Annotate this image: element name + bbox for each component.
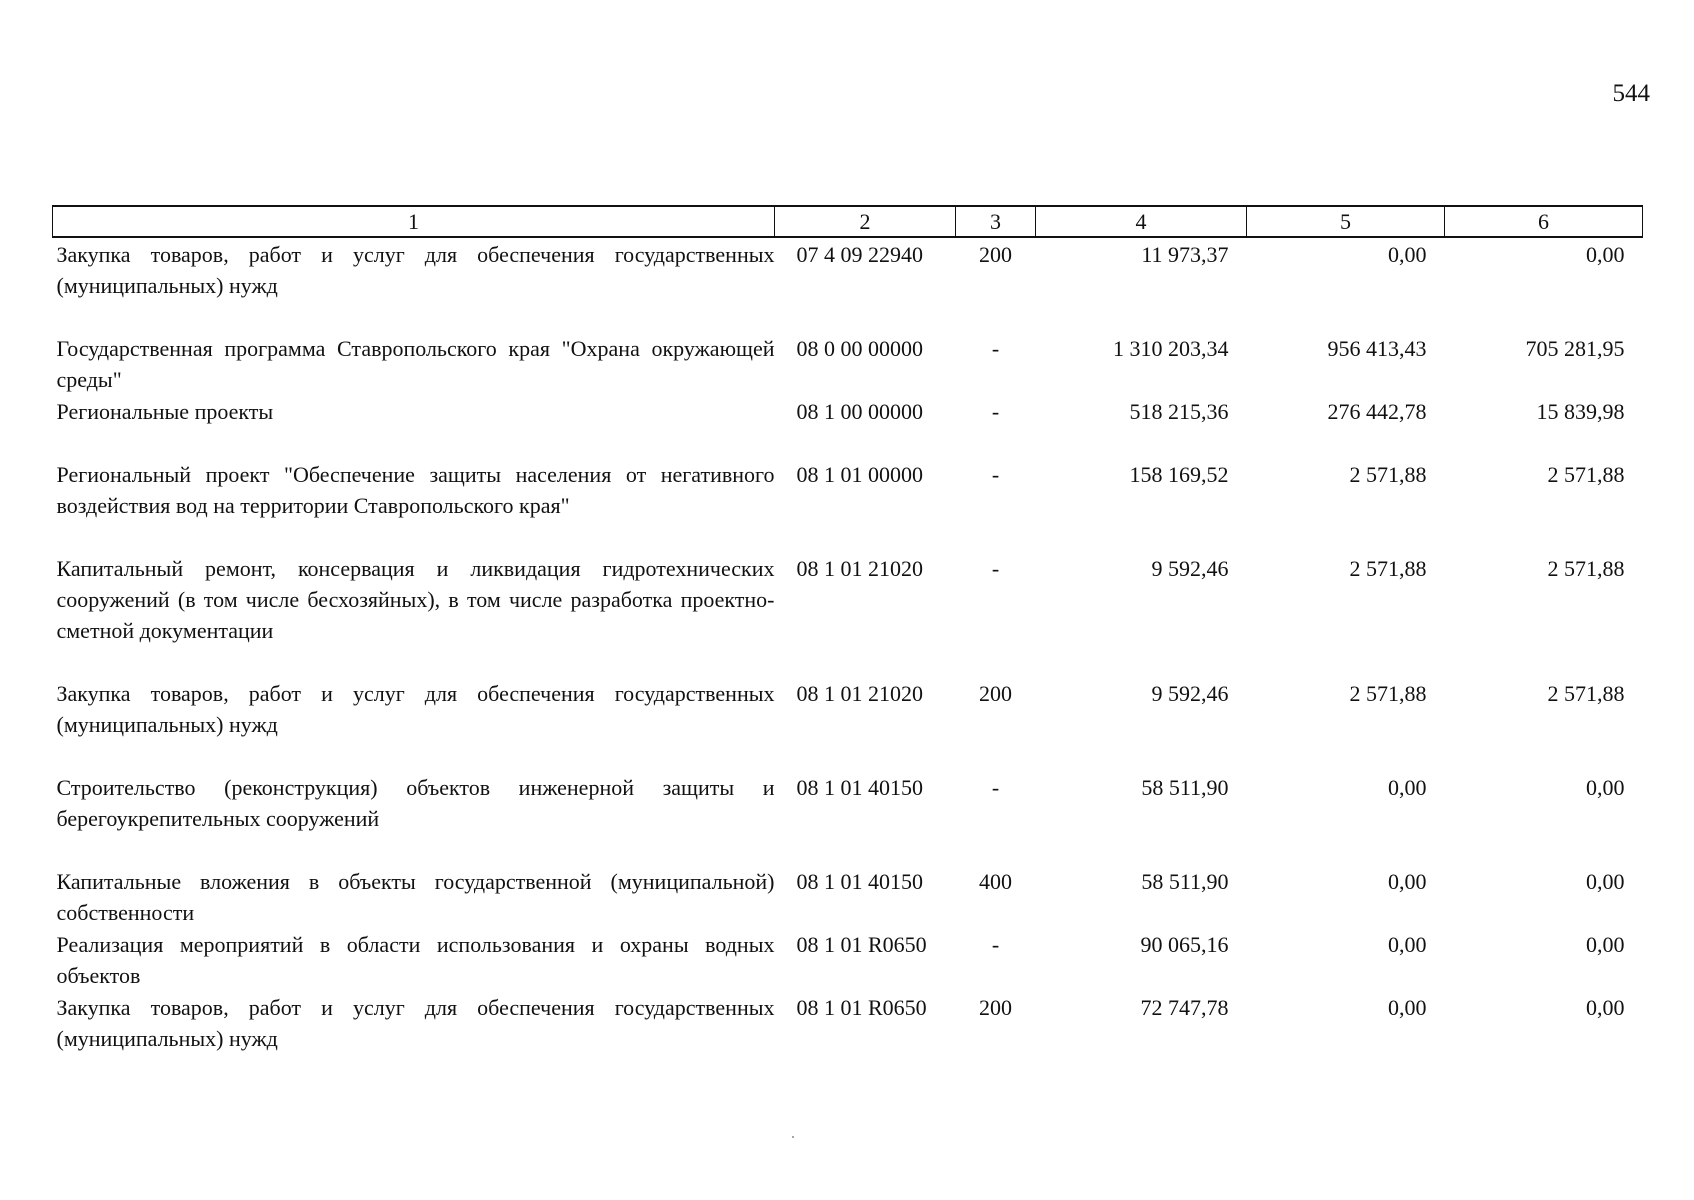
column-header-2: 2 (775, 206, 956, 237)
amount-col6-cell: 0,00 (1586, 775, 1625, 800)
expense-type-cell: 200 (979, 995, 1012, 1020)
budget-code-cell: 08 1 01 R0650 (796, 932, 927, 957)
amount-col6-cell: 0,00 (1586, 932, 1625, 957)
budget-code-cell: 08 1 01 R0650 (796, 995, 927, 1020)
amount-col5-cell: 0,00 (1388, 995, 1427, 1020)
amount-col5-cell: 276 442,78 (1327, 399, 1427, 424)
budget-code-cell: 08 0 00 00000 (796, 336, 923, 361)
expense-type-cell: - (991, 932, 1000, 957)
table-row (53, 865, 1643, 928)
scan-speck (792, 1136, 794, 1138)
table-row (53, 928, 1643, 991)
amount-col4-cell: 58 511,90 (1141, 775, 1229, 800)
amount-col6-cell: 0,00 (1586, 242, 1625, 267)
amount-col5-cell: 956 413,43 (1327, 336, 1427, 361)
amount-col4-cell: 158 169,52 (1129, 462, 1229, 487)
amount-col4-cell: 518 215,36 (1129, 399, 1229, 424)
budget-table (52, 205, 1643, 1054)
item-name-cell: Закупка товаров, работ и услуг для обеспечения государственных (муниципальных) нужд (56, 681, 775, 737)
budget-code-cell: 08 1 01 40150 (796, 775, 923, 800)
table-row (53, 237, 1643, 332)
amount-col4-cell: 9 592,46 (1151, 556, 1229, 581)
amount-col6-cell: 0,00 (1586, 869, 1625, 894)
amount-col4-cell: 58 511,90 (1141, 869, 1229, 894)
amount-col6-cell: 2 571,88 (1547, 556, 1625, 581)
item-name-cell: Строительство (реконструкция) объектов инженерной защиты и берегоукрепительных сооружений (56, 775, 775, 831)
item-name-cell: Региональные проекты (56, 399, 274, 424)
amount-col5-cell: 0,00 (1388, 242, 1427, 267)
amount-col4-cell: 72 747,78 (1140, 995, 1229, 1020)
amount-col5-cell: 2 571,88 (1349, 462, 1427, 487)
amount-col6-cell: 0,00 (1586, 995, 1625, 1020)
expense-type-cell: - (991, 556, 1000, 581)
column-header-4: 4 (1036, 206, 1247, 237)
item-name-cell: Закупка товаров, работ и услуг для обеспечения государственных (муниципальных) нужд (56, 995, 775, 1051)
budget-code-cell: 08 1 01 00000 (796, 462, 923, 487)
table-row (53, 552, 1643, 677)
amount-col5-cell: 0,00 (1388, 775, 1427, 800)
table-row (53, 771, 1643, 865)
item-name-cell: Региональный проект "Обеспечение защиты населения от негативного воздействия вод на территории Ставропольского края" (56, 462, 775, 518)
budget-code-cell: 08 1 01 21020 (796, 681, 923, 706)
expense-type-cell: - (991, 399, 1000, 424)
table-body (53, 237, 1643, 1054)
expense-type-cell: 200 (979, 681, 1012, 706)
column-header-6: 6 (1445, 206, 1643, 237)
amount-col4-cell: 90 065,16 (1140, 932, 1229, 957)
expense-type-cell: 400 (979, 869, 1012, 894)
amount-col4-cell: 1 310 203,34 (1113, 336, 1229, 361)
item-name-cell: Капитальные вложения в объекты государственной (муниципальной) собственности (56, 869, 775, 925)
amount-col5-cell: 0,00 (1388, 932, 1427, 957)
amount-col4-cell: 9 592,46 (1151, 681, 1229, 706)
item-name-cell: Капитальный ремонт, консервация и ликвидация гидротехнических сооружений (в том числе бесхозяйных), в том числе разработка проектно-сметной документации (56, 556, 775, 643)
budget-code-cell: 08 1 01 40150 (796, 869, 923, 894)
column-header-5: 5 (1247, 206, 1445, 237)
expense-type-cell: - (991, 462, 1000, 487)
expense-type-cell: 200 (979, 242, 1012, 267)
budget-code-cell: 08 1 01 21020 (796, 556, 923, 581)
header-row (53, 206, 1643, 237)
amount-col5-cell: 0,00 (1388, 869, 1427, 894)
item-name-cell: Реализация мероприятий в области использования и охраны водных объектов (56, 932, 775, 988)
budget-code-cell: 08 1 00 00000 (796, 399, 923, 424)
amount-col6-cell: 2 571,88 (1547, 462, 1625, 487)
amount-col4-cell: 11 973,37 (1141, 242, 1229, 267)
amount-col5-cell: 2 571,88 (1349, 681, 1427, 706)
item-name-cell: Закупка товаров, работ и услуг для обеспечения государственных (муниципальных) нужд (56, 242, 775, 298)
page-number: 544 (1612, 80, 1650, 107)
table-row (53, 395, 1643, 458)
amount-col6-cell: 15 839,98 (1536, 399, 1625, 424)
column-header-1: 1 (53, 206, 775, 237)
budget-code-cell: 07 4 09 22940 (796, 242, 923, 267)
amount-col5-cell: 2 571,88 (1349, 556, 1427, 581)
amount-col6-cell: 705 281,95 (1525, 336, 1625, 361)
table-row (53, 458, 1643, 552)
table-row (53, 677, 1643, 771)
table-row (53, 332, 1643, 395)
expense-type-cell: - (991, 775, 1000, 800)
table-row (53, 991, 1643, 1054)
expense-type-cell: - (991, 336, 1000, 361)
amount-col6-cell: 2 571,88 (1547, 681, 1625, 706)
column-header-3: 3 (956, 206, 1036, 237)
item-name-cell: Государственная программа Ставропольского края "Охрана окружающей среды" (56, 336, 775, 392)
